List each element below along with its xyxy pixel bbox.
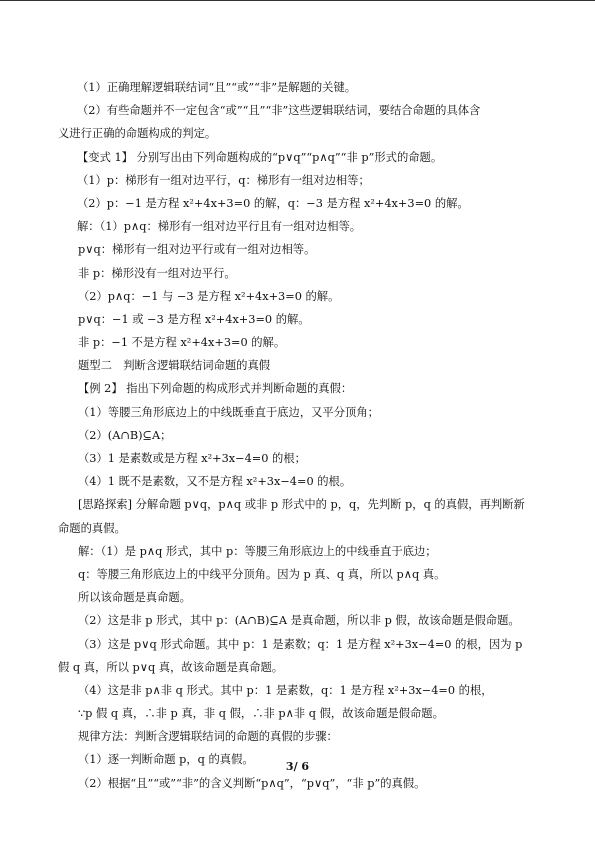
page-number: 3/ 6 bbox=[285, 760, 310, 773]
text-line: ∵p 假 q 真，∴非 p 真，非 q 假，∴非 p∧非 q 假，故该命题是假命题。 bbox=[78, 707, 444, 721]
text-line: （2）(A∩B)⊆A； bbox=[78, 428, 172, 442]
section-heading: 题型二 判断含逻辑联结词命题的真假 bbox=[78, 359, 271, 373]
text-line: （2）有些命题并不一定包含“或”“且”“非”这些逻辑联结词，要结合命题的具体含 bbox=[77, 104, 481, 118]
text-line: [思路探索] 分解命题 p∨q，p∧q 或非 p 形式中的 p，q，先判断 p，q 的真假，再判断新 bbox=[78, 498, 525, 512]
text-line: （1）p：梯形有一组对边平行，q：梯形有一组对边相等； bbox=[77, 173, 370, 187]
text-line: 【变式 1】 分别写出由下列命题构成的“p∨q”“p∧q”“非 p”形式的命题。 bbox=[77, 150, 443, 164]
document-body bbox=[58, 76, 544, 795]
text-line: （3）这是 p∨q 形式命题。其中 p：1 是素数；q：1 是方程 x²+3x−4=0 的根，因为 p bbox=[78, 637, 523, 651]
text-line: 非 p：−1 不是方程 x²+4x+3=0 的解。 bbox=[78, 336, 286, 350]
text-line: 假 q 真，所以 p∨q 真，故该命题是真命题。 bbox=[58, 660, 284, 674]
text-line: 规律方法：判断含逻辑联结词的命题的真假的步骤： bbox=[78, 730, 338, 744]
text-line: 解：（1）p∧q：梯形有一组对边平行且有一组对边相等。 bbox=[77, 220, 362, 234]
text-line: 非 p：梯形没有一组对边平行。 bbox=[78, 266, 236, 280]
page-top-rule bbox=[0, 0, 595, 1]
text-line: （3）1 是素数或是方程 x²+3x−4=0 的根； bbox=[78, 452, 306, 465]
text-line: 【例 2】 指出下列命题的构成形式并判断命题的真假： bbox=[78, 382, 353, 396]
text-line: （4）1 既不是素数，又不是方程 x²+3x−4=0 的根。 bbox=[78, 475, 352, 489]
text-line: （2）根据“且”“或”“非”的含义判断“p∧q”，“p∨q”，“非 p”的真假。 bbox=[78, 776, 426, 790]
text-line: 解：（1）是 p∧q 形式，其中 p：等腰三角形底边上的中线垂直于底边； bbox=[78, 544, 437, 558]
text-line: （2）p∧q：−1 与 −3 是方程 x²+4x+3=0 的解。 bbox=[78, 289, 340, 303]
text-line: p∨q：梯形有一组对边平行或有一组对边相等。 bbox=[78, 243, 316, 257]
text-line: （2）这是非 p 形式，其中 p：(A∩B)⊆A 是真命题，所以非 p 假，故该命题是假命题。 bbox=[78, 614, 520, 628]
text-line: （2）p：−1 是方程 x²+4x+3=0 的解，q：−3 是方程 x²+4x+3=0 的解。 bbox=[77, 196, 469, 210]
text-line: q：等腰三角形底边上的中线平分顶角。因为 p 真、q 真，所以 p∧q 真。 bbox=[78, 567, 446, 581]
text-line: 义进行正确的命题构成的判定。 bbox=[58, 127, 217, 141]
text-line: p∨q：−1 或 −3 是方程 x²+4x+3=0 的解。 bbox=[78, 312, 310, 326]
text-line: （4）这是非 p∧非 q 形式。其中 p：1 是素数，q：1 是方程 x²+3x−4=0 的根， bbox=[78, 683, 493, 697]
text-line: （1）等腰三角形底边上的中线既垂直于底边，又平分顶角； bbox=[78, 405, 379, 419]
text-line: （1）正确理解逻辑联结词“且”“或”“非”是解题的关键。 bbox=[77, 81, 357, 94]
text-line: 命题的真假。 bbox=[58, 521, 126, 535]
text-line: 所以该命题是真命题。 bbox=[78, 591, 191, 605]
text-line: （1）逐一判断命题 p，q 的真假。 bbox=[78, 753, 254, 767]
